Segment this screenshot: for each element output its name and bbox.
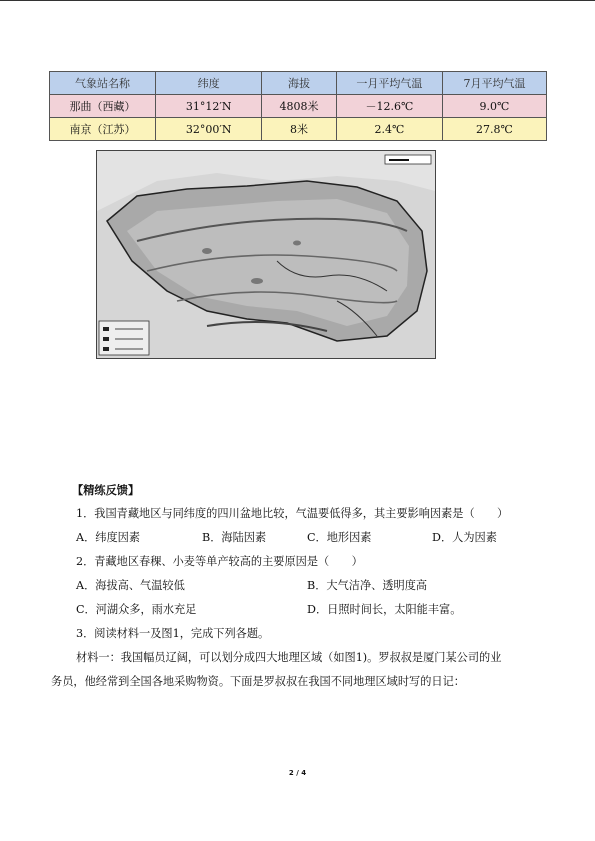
question-2-options-row2 — [76, 598, 546, 622]
table-cell: 31°12′N — [156, 95, 262, 118]
question-3: 3．阅读材料一及图1，完成下列各题。 — [76, 627, 270, 640]
question-1: 1．我国青藏地区与同纬度的四川盆地比较，气温要低得多，其主要影响因素是（ ） — [76, 507, 509, 520]
table-row — [50, 118, 547, 141]
header-rule — [0, 0, 595, 1]
terrain-map-image — [97, 151, 435, 358]
material-1-line-1: 材料一：我国幅员辽阔，可以划分成四大地理区域（如图1)。罗叔叔是厦门某公司的业 — [76, 651, 502, 664]
question-2: 2．青藏地区春稞、小麦等单产较高的主要原因是（ ） — [76, 555, 363, 568]
qinghai-tibet-map — [96, 150, 436, 359]
option-d: D．人为因素 — [432, 531, 497, 544]
practice-section — [51, 478, 546, 694]
question-2-options-row1 — [76, 574, 546, 598]
material-1-line-2: 务员，他经常到全国各地采购物资。下面是罗叔叔在我国不同地理区域时写的日记： — [51, 675, 465, 688]
table-row — [50, 95, 547, 118]
table-cell: 4808米 — [262, 95, 337, 118]
table-header-cell: 纬度 — [156, 72, 262, 95]
table-cell: 南京（江苏） — [50, 118, 156, 141]
question-1-options — [76, 526, 546, 550]
table-cell: 9.0℃ — [442, 95, 546, 118]
table-header-cell: 7月平均气温 — [442, 72, 546, 95]
option-a: A．海拔高、气温较低 — [76, 579, 185, 592]
table-cell: 2.4℃ — [336, 118, 442, 141]
table-cell: 8米 — [262, 118, 337, 141]
table-header-cell: 海拔 — [262, 72, 337, 95]
table-header-cell: 一月平均气温 — [336, 72, 442, 95]
table-cell: －12.6℃ — [336, 95, 442, 118]
table-cell: 那曲（西藏） — [50, 95, 156, 118]
table-cell: 32°00′N — [156, 118, 262, 141]
page-number: 2 / 4 — [288, 769, 307, 777]
climate-table — [49, 71, 547, 141]
option-b: B．大气洁净、透明度高 — [307, 579, 428, 592]
table-cell: 27.8℃ — [442, 118, 546, 141]
table-header-row — [50, 72, 547, 95]
option-d: D．日照时间长，太阳能丰富。 — [307, 603, 462, 616]
option-c: C．地形因素 — [307, 531, 372, 544]
section-title: 【精练反馈】 — [72, 483, 140, 497]
option-c: C．河湖众多，雨水充足 — [76, 603, 197, 616]
table-header-cell: 气象站名称 — [50, 72, 156, 95]
option-a: A．纬度因素 — [76, 531, 141, 544]
option-b: B．海陆因素 — [202, 531, 267, 544]
